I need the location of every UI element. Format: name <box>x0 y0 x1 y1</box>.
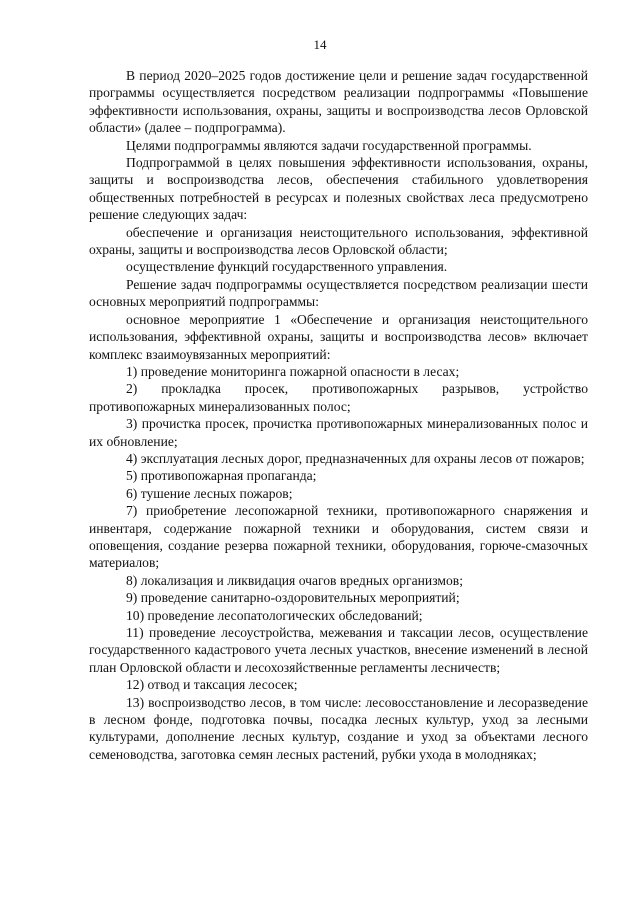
list-item: 9) проведение санитарно-оздоровительных мероприятий; <box>126 590 460 606</box>
list-item: 3) прочистка просек, прочистка противопожарных минерализованных полос и их обновление; <box>89 416 588 449</box>
paragraph: Подпрограммой в целях повышения эффективности использования, охраны, защиты и воспроизводства лесов, обеспечения стабильного удовлетворения общественных потребностей в ресурсах и полезных свойствах леса предусмотрено решение следующих задач: <box>89 155 588 223</box>
list-item: 1) проведение мониторинга пожарной опасности в лесах; <box>126 363 460 379</box>
paragraph: В период 2020–2025 годов достижение цели и решение задач государственной программы осуществляется посредством реализации подпрограммы «Повышение эффективности использования, охраны, защиты и воспроизводства лесов Орловской области» (далее – подпрограмма). <box>89 68 588 136</box>
paragraph: основное мероприятие 1 «Обеспечение и организация неистощительного использования, эффективной охраны, защиты и воспроизводства лесов» включает комплекс взаимоувязанных мероприятий: <box>89 311 588 362</box>
list-item: 11) проведение лесоустройства, межевания и таксации лесов, осуществление государственного кадастрового учета лесных участков, внесение изменений в лесной план Орловской области и лесохозяйственные регламенты лесничеств; <box>89 625 588 675</box>
page-number: 14 <box>313 37 327 52</box>
paragraph: обеспечение и организация неистощительного использования, эффективной охраны, защиты и воспроизводства лесов Орловской области; <box>89 224 588 258</box>
list-item: 12) отвод и таксация лесосек; <box>126 677 298 693</box>
paragraph: Целями подпрограммы являются задачи государственной программы. <box>126 137 532 153</box>
list-item: 2) прокладка просек, противопожарных разрывов, устройство противопожарных минерализованных полос; <box>89 381 588 414</box>
paragraph: осуществление функций государственного управления. <box>126 259 448 275</box>
paragraph: Решение задач подпрограммы осуществляется посредством реализации шести основных мероприятий подпрограммы: <box>89 276 588 310</box>
list-item: 10) проведение лесопатологических обследований; <box>126 607 423 623</box>
list-item: 6) тушение лесных пожаров; <box>126 485 293 501</box>
list-item: 5) противопожарная пропаганда; <box>126 468 317 484</box>
list-item: 4) эксплуатация лесных дорог, предназначенных для охраны лесов от пожаров; <box>126 450 585 466</box>
list-item: 7) приобретение лесопожарной техники, противопожарного снаряжения и инвентаря, содержание пожарной техники и оборудования, систем связи и оповещения, создание резерва пожарной техники, оборудования, горюче-смазочных материалов; <box>89 503 588 571</box>
list-item: 8) локализация и ликвидация очагов вредных организмов; <box>126 572 463 588</box>
document-body <box>89 67 588 763</box>
list-item: 13) воспроизводство лесов, в том числе: лесовосстановление и лесоразведение в лесном фонде, подготовка почвы, посадка лесных культур, уход за лесными культурами, дополнение лесных культур, создание и уход за объектами лесного семеноводства, заготовка семян лесных растений, рубки ухода в молодняках; <box>89 694 588 762</box>
